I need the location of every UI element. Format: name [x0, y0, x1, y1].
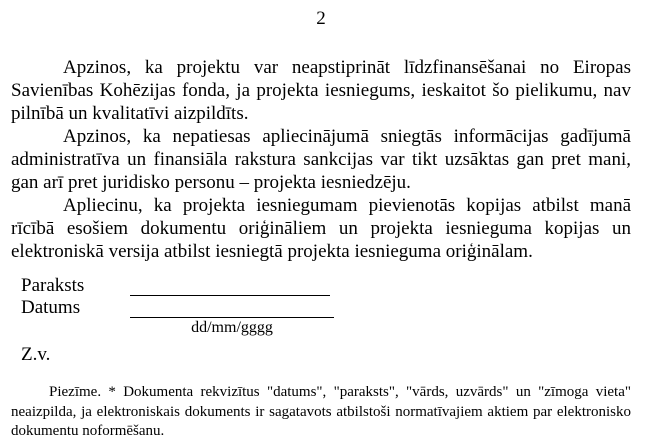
paragraph-declaration-1: Apzinos, ka projektu var neapstiprināt līdzfinansēšanai no Eiropas Savienības Kohēzijas fonda, ja projekta iesniegums, ieskaitot šo pielikumu, nav pilnībā un kvalitatīvi aizpildīts.: [11, 57, 631, 124]
seal-label: Z.v.: [21, 344, 51, 365]
paragraph-declaration-2: Apzinos, ka nepatiesas apliecinājumā sniegtās informācijas gadījumā administratīva un finansiāla rakstura sankcijas var tikt uzsāktas gan pret mani, gan arī pret juridisko personu – projekta iesniedzēju.: [11, 126, 631, 193]
date-label: Datums: [21, 297, 81, 318]
date-format-hint: dd/mm/gggg: [191, 319, 273, 336]
declaration-paragraphs: [11, 56, 631, 263]
footnote: Piezīme. * Dokumenta rekvizītus "datums", "paraksts", "vārds, uzvārds" un "zīmoga vieta" neaizpilda, ja elektroniskais dokuments ir sagatavots atbilstoši normatīvajiem aktiem par elektronisko dokumentu noformēšanu.: [11, 384, 631, 439]
signature-fill-line: [130, 273, 330, 296]
date-row: [21, 296, 631, 318]
signature-row: [21, 274, 631, 296]
date-fill-line: [130, 295, 334, 318]
date-hint-row: [21, 318, 631, 338]
page-number: 2: [316, 8, 326, 29]
paragraph-declaration-3: Apliecinu, ka projekta iesniegumam pievienotās kopijas atbilst manā rīcībā esošiem dokumentu oriģināliem un projekta iesnieguma kopijas un elektroniskā versija atbilst iesniegtā projekta iesnieguma oriģinālam.: [11, 195, 631, 262]
signature-label: Paraksts: [21, 275, 85, 296]
signature-block: [21, 274, 631, 366]
